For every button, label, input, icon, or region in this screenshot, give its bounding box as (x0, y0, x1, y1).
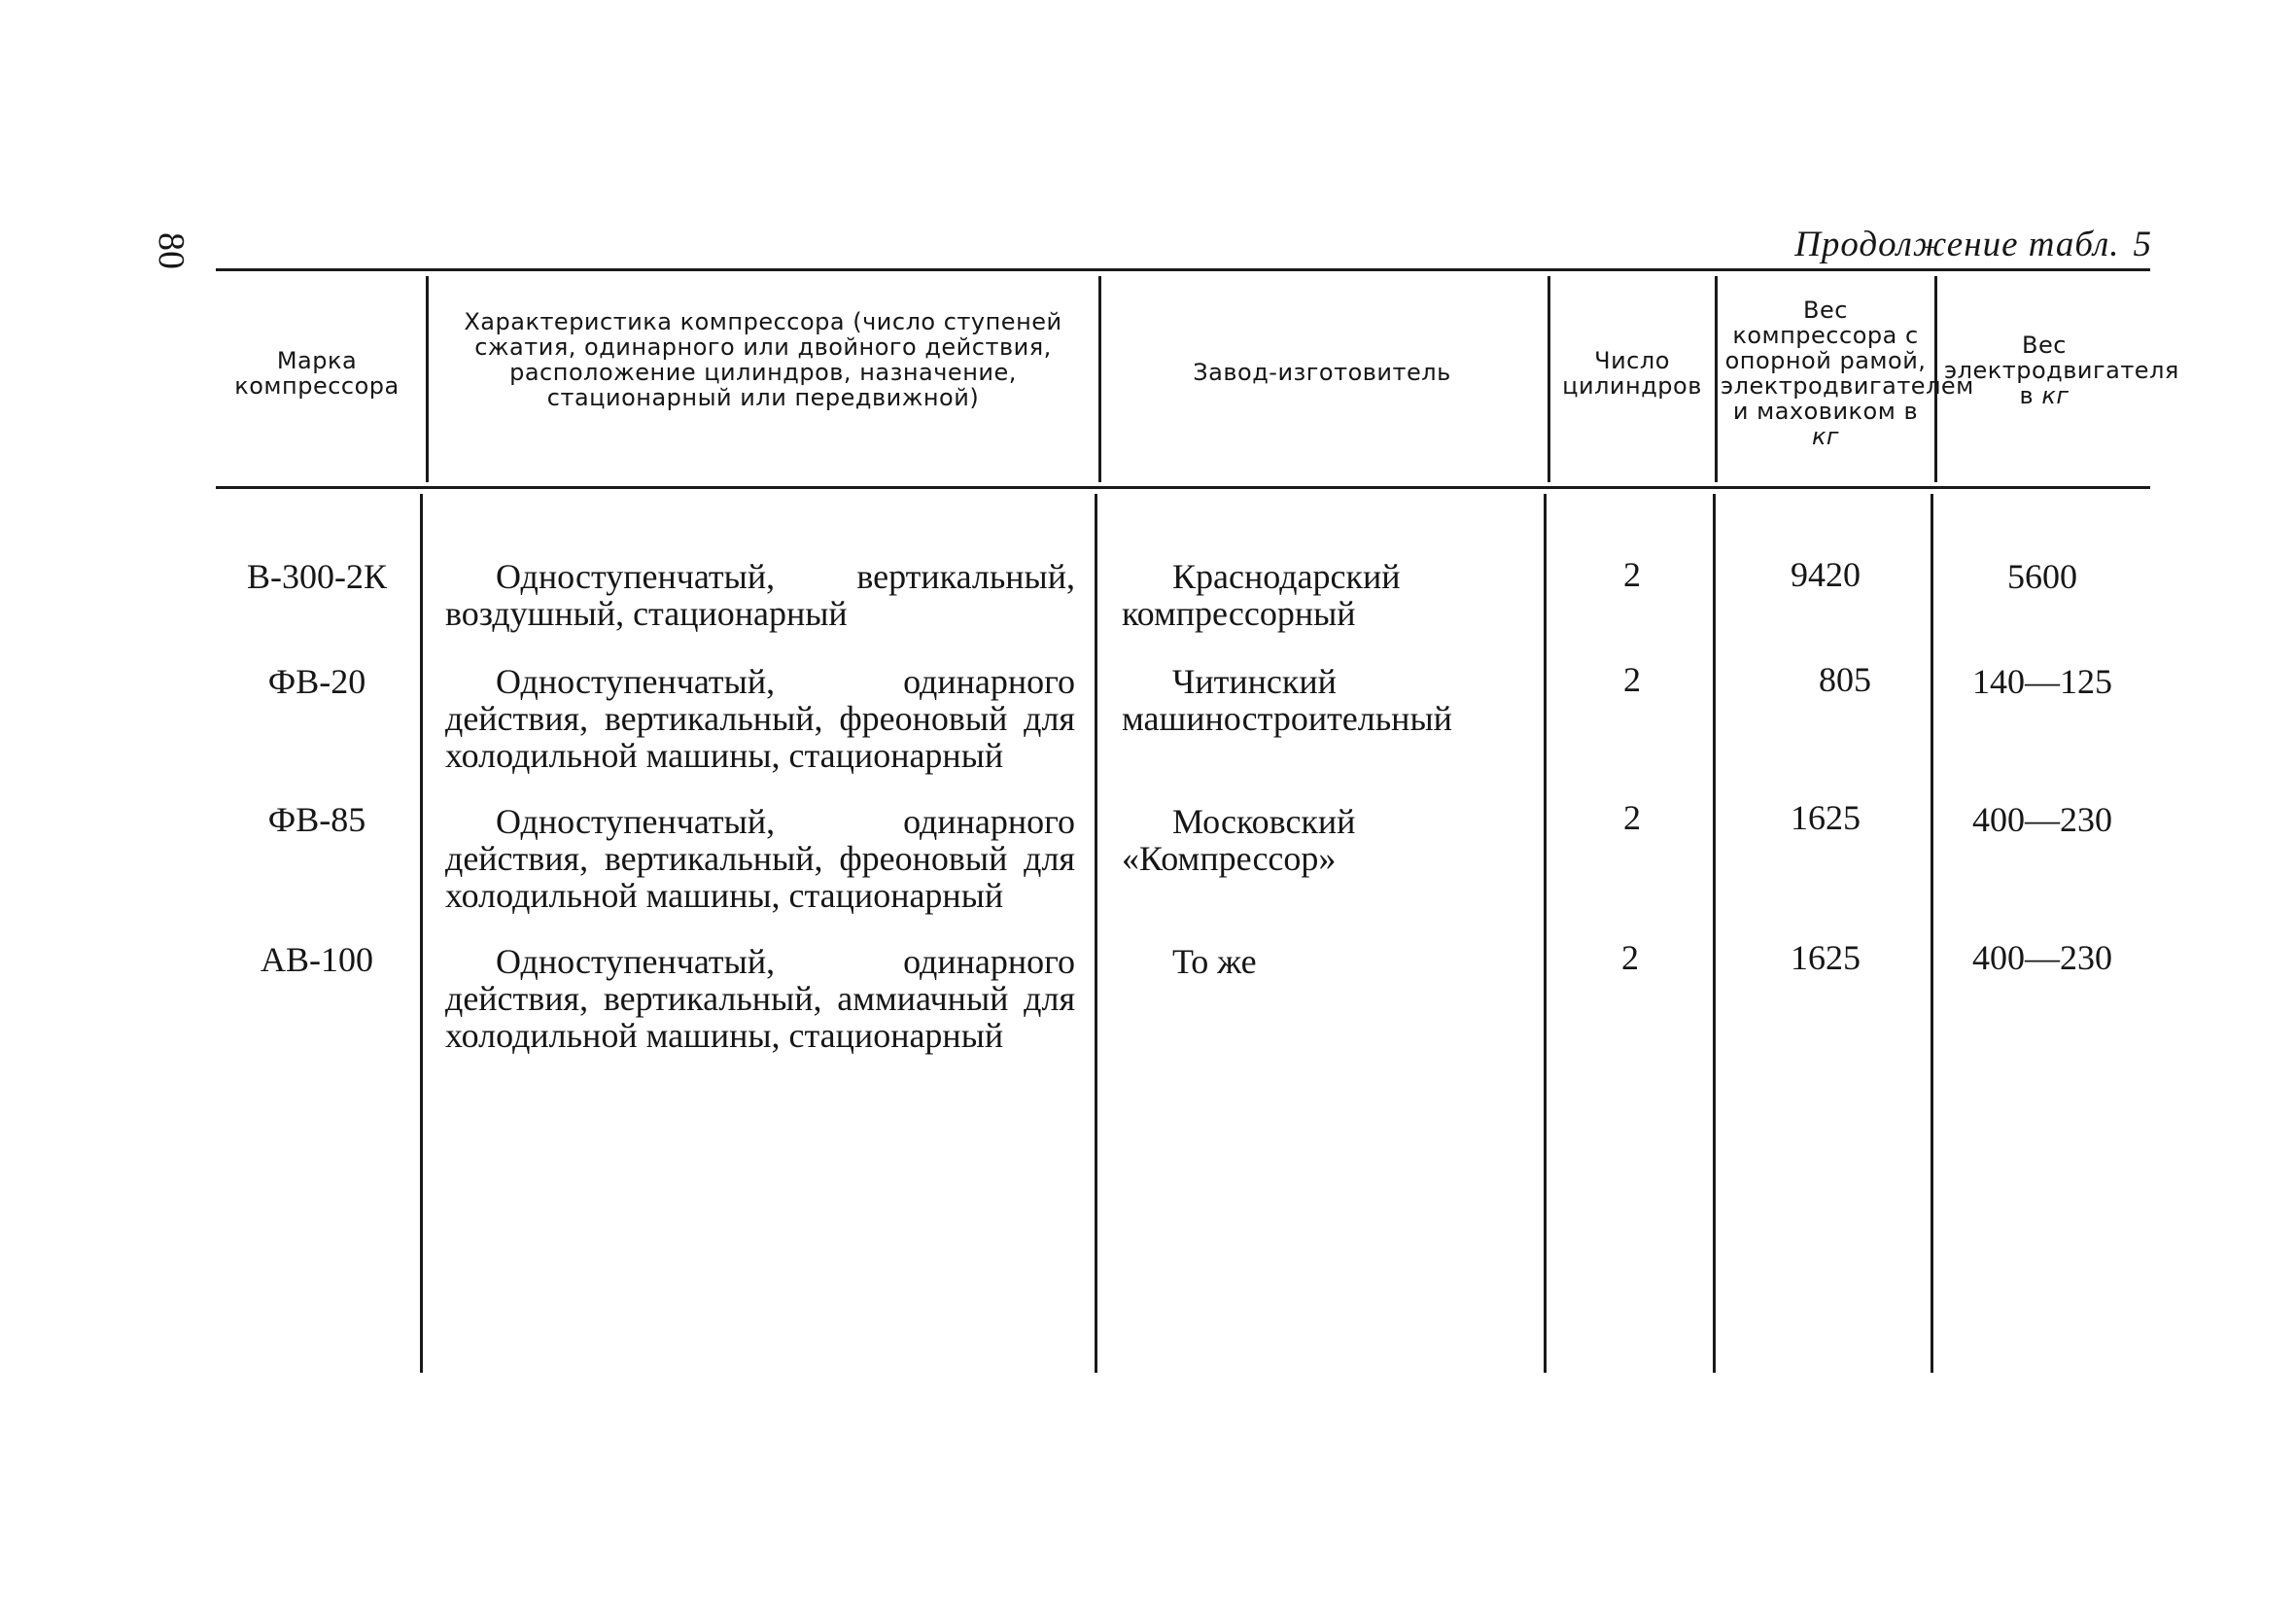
header-weight-compressor (1721, 297, 1974, 450)
column-divider (1931, 494, 1933, 1373)
table-top-rule (216, 268, 2150, 271)
row-4-weight-motor: 400—230 (1972, 938, 2112, 977)
row-2-weight-compressor: 805 (1819, 660, 1871, 699)
column-divider (1095, 494, 1097, 1373)
column-divider (420, 494, 423, 1373)
header-weight-motor-unit: кг (2041, 382, 2070, 409)
row-3-mark: ФВ-85 (267, 800, 366, 839)
row-3-maker: Московский «Компрессор» (1122, 802, 1356, 878)
column-divider (1548, 276, 1550, 482)
continuation-label: Продолжение табл. (1794, 225, 2120, 264)
row-3-weight-motor: 400—230 (1972, 800, 2112, 839)
row-2-maker: Читинский машиностроительный (1122, 662, 1452, 738)
page-number: 80 (151, 232, 191, 269)
row-4-mark: АВ-100 (261, 940, 373, 979)
header-weight-compressor-unit: кг (1811, 423, 1840, 450)
row-3-weight-compressor: 1625 (1791, 798, 1861, 837)
table-continuation-caption (1794, 224, 2152, 265)
row-2-characteristic: Одноступенчатый, одинарного действия, вертикальный, фреоновый для холодильной машины, стационарный (445, 662, 1075, 775)
row-4-maker: То же (1172, 942, 1257, 981)
column-divider (1098, 276, 1101, 482)
row-2-mark: ФВ-20 (267, 662, 366, 701)
column-divider (1713, 494, 1716, 1373)
row-2-cylinders: 2 (1623, 660, 1641, 699)
row-1-weight-motor: 5600 (2007, 557, 2077, 596)
column-divider (1715, 276, 1718, 482)
header-weight-motor-text: Вес электродвигателя в (1944, 332, 2179, 409)
row-1-maker: Краснодарский компрессорный (1122, 557, 1401, 633)
row-3-cylinders: 2 (1623, 798, 1641, 837)
row-4-cylinders: 2 (1621, 938, 1639, 977)
table-number: 5 (2133, 225, 2152, 264)
header-maker: Завод-изготовитель (1193, 359, 1451, 386)
column-divider (1544, 494, 1547, 1373)
row-4-weight-compressor: 1625 (1791, 938, 1861, 977)
header-cylinders: Число цилиндров (1562, 347, 1702, 400)
header-mark: Марка компрессора (234, 347, 400, 400)
row-1-mark: В-300-2К (247, 557, 387, 596)
header-characteristic: Характеристика компрессора (число ступеней сжатия, одинарного или двойного действия, расположение цилиндров, назначение, стационарный или передвижной) (464, 308, 1062, 411)
row-4-characteristic: Одноступенчатый, одинарного действия, вертикальный, аммиачный для холодильной машины, стационарный (445, 942, 1075, 1055)
row-2-weight-motor: 140—125 (1972, 662, 2112, 701)
header-bottom-rule (216, 486, 2150, 489)
row-3-characteristic: Одноступенчатый, одинарного действия, вертикальный, фреоновый для холодильной машины, стационарный (445, 802, 1075, 915)
row-1-characteristic: Одноступенчатый, вертикальный, воздушный, стационарный (445, 557, 1075, 633)
column-divider (426, 276, 429, 482)
row-1-cylinders: 2 (1623, 555, 1641, 594)
row-1-weight-compressor: 9420 (1791, 555, 1861, 594)
header-weight-compressor-text: Вес компрессора с опорной рамой, электродвигателем и маховиком в (1721, 297, 1974, 425)
header-weight-motor (1944, 332, 2179, 409)
